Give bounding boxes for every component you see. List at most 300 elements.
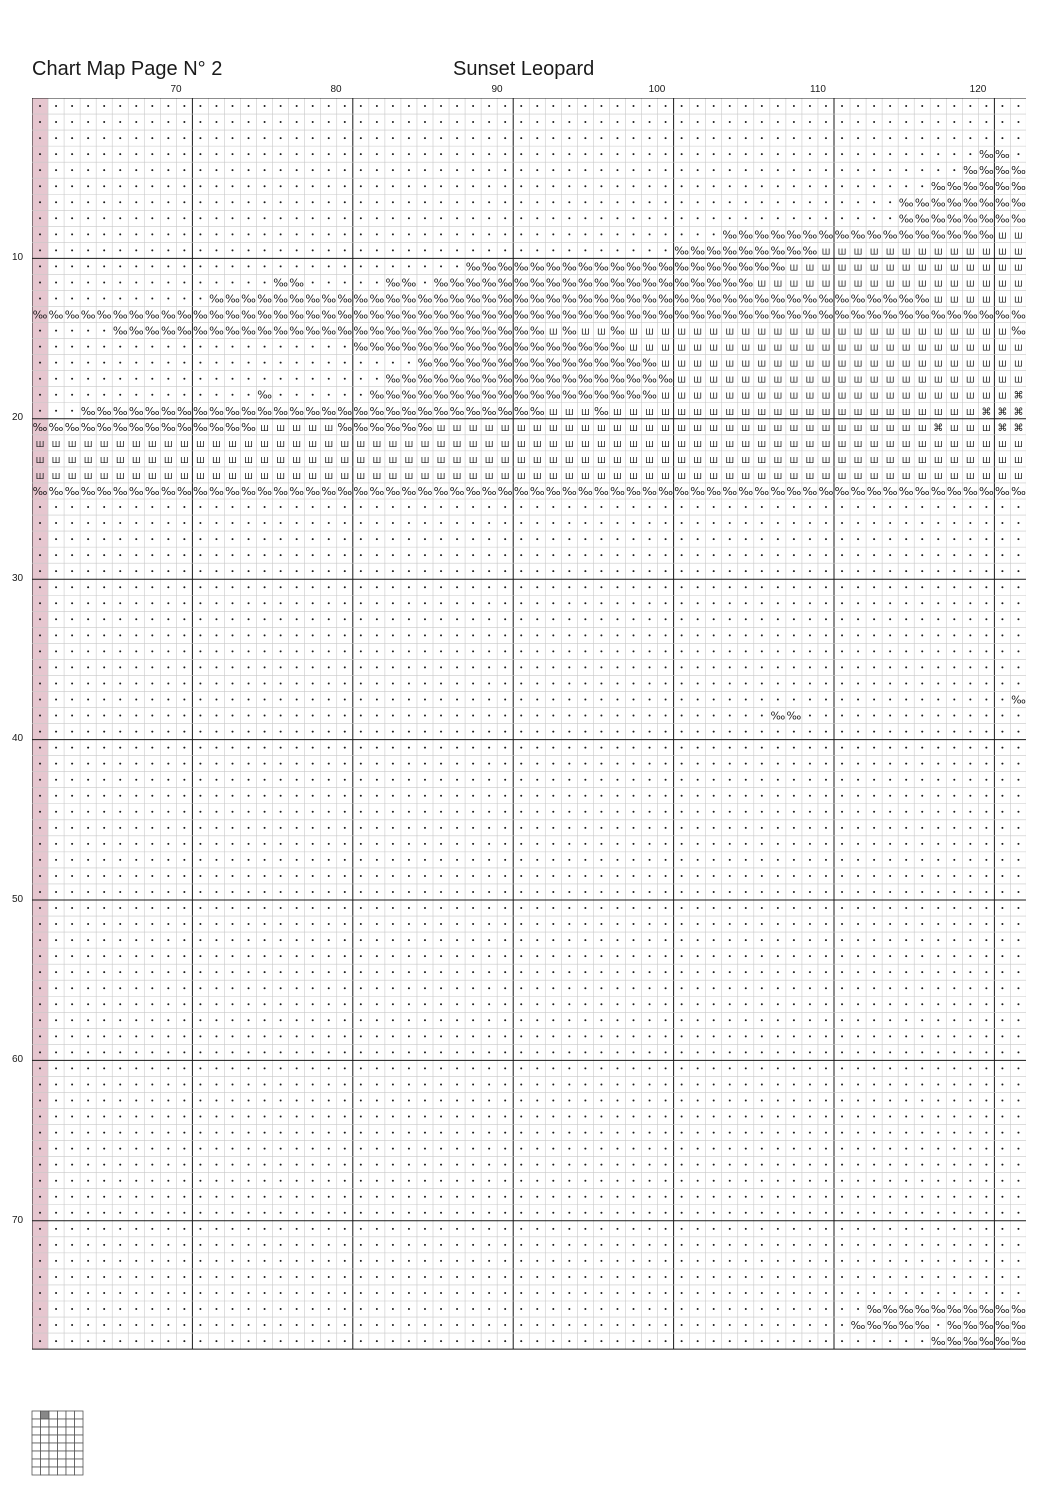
stitch-dot (616, 506, 618, 508)
stitch-dot (809, 1244, 811, 1246)
stitch-dot (440, 1196, 442, 1198)
stitch-dot (360, 554, 362, 556)
stitch-dot (344, 570, 346, 572)
stitch-dot (103, 394, 105, 396)
stitch-dot (568, 1116, 570, 1118)
stitch-dot (729, 779, 731, 781)
stitch-dot (296, 538, 298, 540)
stitch-dot (889, 1228, 891, 1230)
stitch-bars: Ш (757, 439, 767, 449)
stitch-permille: ‰ (658, 260, 673, 274)
stitch-dot (440, 939, 442, 941)
stitch-dot (264, 1148, 266, 1150)
stitch-dot (809, 795, 811, 797)
stitch-dot (584, 153, 586, 155)
stitch-dot (889, 923, 891, 925)
stitch-dot (793, 1340, 795, 1342)
stitch-dot (889, 1116, 891, 1118)
stitch-dot (119, 522, 121, 524)
stitch-bars: Ш (933, 279, 943, 289)
stitch-dot (809, 715, 811, 717)
stitch-dot (392, 1180, 394, 1182)
stitch-dot (937, 795, 939, 797)
stitch-dot (889, 939, 891, 941)
stitch-dot (1017, 137, 1019, 139)
stitch-dot (344, 1196, 346, 1198)
stitch-dot (568, 554, 570, 556)
stitch-bars: Ш (869, 359, 879, 369)
stitch-dot (825, 217, 827, 219)
stitch-dot (953, 137, 955, 139)
stitch-dot (985, 699, 987, 701)
stitch-dot (937, 955, 939, 957)
stitch-dot (681, 843, 683, 845)
stitch-dot (312, 121, 314, 123)
stitch-dot (536, 747, 538, 749)
stitch-dot (264, 891, 266, 893)
stitch-dot (215, 715, 217, 717)
stitch-dot (969, 731, 971, 733)
stitch-bars: Ш (597, 471, 606, 481)
stitch-dot (232, 763, 234, 765)
stitch-dot (568, 1340, 570, 1342)
stitch-dot (729, 1132, 731, 1134)
stitch-dot (584, 185, 586, 187)
stitch-dot (312, 185, 314, 187)
stitch-dot (119, 1308, 121, 1310)
stitch-permille: ‰ (481, 340, 497, 354)
stitch-dot (328, 1067, 330, 1069)
stitch-dot (39, 1260, 41, 1262)
stitch-dot (616, 1228, 618, 1230)
stitch-dot (472, 1276, 474, 1278)
stitch-permille: ‰ (786, 308, 802, 322)
stitch-bars: Ш (516, 455, 526, 465)
stitch-dot (472, 1340, 474, 1342)
stitch-dot (649, 1132, 651, 1134)
stitch-dot (504, 843, 506, 845)
stitch-dot (344, 265, 346, 267)
stitch-dot (135, 121, 137, 123)
stitch-dot (328, 1324, 330, 1326)
stitch-dot (600, 217, 602, 219)
stitch-dot (264, 763, 266, 765)
stitch-dot (681, 1003, 683, 1005)
stitch-dot (841, 570, 843, 572)
stitch-dot (1001, 699, 1003, 701)
stitch-dot (440, 682, 442, 684)
stitch-dot (199, 699, 201, 701)
stitch-dot (456, 779, 458, 781)
stitch-dot (183, 586, 185, 588)
stitch-permille: ‰ (930, 196, 946, 210)
stitch-dot (408, 265, 410, 267)
stitch-dot (600, 1083, 602, 1085)
stitch-dot (1001, 843, 1003, 845)
stitch-dot (584, 1244, 586, 1246)
stitch-permille: ‰ (449, 356, 465, 370)
stitch-bars: Ш (131, 439, 141, 449)
stitch-dot (793, 506, 795, 508)
stitch-command: ⌘ (997, 422, 1008, 434)
stitch-dot (841, 1083, 843, 1085)
stitch-dot (761, 506, 763, 508)
stitch-dot (55, 634, 57, 636)
stitch-dot (440, 955, 442, 957)
stitch-dot (39, 971, 41, 973)
stitch-dot (969, 779, 971, 781)
stitch-dot (905, 859, 907, 861)
stitch-bars: Ш (532, 423, 542, 433)
stitch-dot (264, 1324, 266, 1326)
stitch-dot (135, 217, 137, 219)
stitch-dot (312, 634, 314, 636)
stitch-dot (745, 923, 747, 925)
stitch-dot (568, 233, 570, 235)
stitch-dot (408, 153, 410, 155)
stitch-dot (889, 843, 891, 845)
stitch-dot (857, 650, 859, 652)
stitch-dot (312, 265, 314, 267)
stitch-dot (199, 378, 201, 380)
stitch-dot (312, 1148, 314, 1150)
stitch-dot (344, 506, 346, 508)
stitch-bars: Ш (885, 439, 895, 449)
stitch-dot (183, 923, 185, 925)
stitch-dot (905, 169, 907, 171)
stitch-dot (344, 137, 346, 139)
stitch-dot (568, 1051, 570, 1053)
stitch-dot (536, 1132, 538, 1134)
stitch-bars: Ш (950, 423, 959, 433)
stitch-dot (697, 731, 699, 733)
stitch-dot (969, 715, 971, 717)
stitch-dot (55, 618, 57, 620)
stitch-dot (151, 1228, 153, 1230)
stitch-dot (103, 1260, 105, 1262)
stitch-dot (1001, 1196, 1003, 1198)
stitch-permille: ‰ (529, 356, 545, 370)
stitch-dot (825, 169, 827, 171)
stitch-dot (119, 1051, 121, 1053)
stitch-dot (889, 763, 891, 765)
stitch-permille: ‰ (144, 484, 160, 498)
stitch-dot (552, 811, 554, 813)
stitch-permille: ‰ (962, 180, 978, 194)
stitch-dot (55, 1276, 57, 1278)
stitch-dot (600, 201, 602, 203)
stitch-dot (55, 522, 57, 524)
stitch-dot (665, 217, 667, 219)
stitch-dot (504, 699, 506, 701)
stitch-dot (264, 233, 266, 235)
stitch-permille: ‰ (465, 404, 481, 418)
stitch-dot (729, 1260, 731, 1262)
stitch-dot (183, 1003, 185, 1005)
stitch-dot (232, 843, 234, 845)
stitch-dot (392, 923, 394, 925)
stitch-dot (248, 602, 250, 604)
stitch-bars: Ш (950, 327, 959, 337)
stitch-dot (312, 811, 314, 813)
stitch-dot (761, 554, 763, 556)
stitch-dot (167, 1019, 169, 1021)
stitch-dot (600, 747, 602, 749)
stitch-dot (280, 1164, 282, 1166)
stitch-dot (248, 554, 250, 556)
stitch-dot (328, 763, 330, 765)
stitch-dot (135, 506, 137, 508)
stitch-dot (873, 859, 875, 861)
stitch-dot (392, 699, 394, 701)
stitch-dot (520, 1083, 522, 1085)
stitch-permille: ‰ (353, 292, 369, 306)
stitch-dot (135, 522, 137, 524)
stitch-dot (135, 1035, 137, 1037)
stitch-dot (616, 233, 618, 235)
stitch-dot (167, 715, 169, 717)
stitch-dot (408, 506, 410, 508)
stitch-dot (921, 538, 923, 540)
stitch-dot (520, 987, 522, 989)
stitch-dot (71, 891, 73, 893)
stitch-dot (456, 1067, 458, 1069)
stitch-dot (969, 1164, 971, 1166)
stitch-dot (248, 362, 250, 364)
stitch-permille: ‰ (401, 404, 417, 418)
stitch-dot (649, 522, 651, 524)
stitch-dot (633, 859, 635, 861)
stitch-dot (793, 699, 795, 701)
stitch-permille: ‰ (946, 180, 962, 194)
stitch-dot (600, 1180, 602, 1182)
stitch-bars: Ш (292, 439, 301, 449)
stitch-dot (280, 859, 282, 861)
stitch-dot (87, 602, 89, 604)
stitch-dot (857, 1019, 859, 1021)
stitch-dot (440, 811, 442, 813)
stitch-dot (87, 506, 89, 508)
stitch-permille: ‰ (353, 420, 369, 434)
stitch-dot (536, 779, 538, 781)
stitch-bars: Ш (549, 455, 558, 465)
stitch-dot (1017, 859, 1019, 861)
stitch-dot (520, 682, 522, 684)
stitch-dot (873, 570, 875, 572)
stitch-bars: Ш (196, 471, 205, 481)
stitch-dot (215, 1308, 217, 1310)
stitch-dot (697, 1228, 699, 1230)
stitch-dot (87, 362, 89, 364)
stitch-permille: ‰ (962, 484, 978, 498)
stitch-dot (376, 987, 378, 989)
stitch-dot (584, 217, 586, 219)
stitch-permille: ‰ (481, 308, 497, 322)
stitch-dot (215, 1276, 217, 1278)
stitch-dot (729, 121, 731, 123)
stitch-dot (488, 971, 490, 973)
stitch-dot (199, 763, 201, 765)
stitch-bars: Ш (853, 359, 863, 369)
stitch-dot (921, 1019, 923, 1021)
stitch-dot (1001, 987, 1003, 989)
stitch-dot (504, 137, 506, 139)
stitch-dot (312, 394, 314, 396)
stitch-bars: Ш (99, 471, 109, 481)
stitch-dot (344, 362, 346, 364)
stitch-dot (408, 843, 410, 845)
stitch-permille: ‰ (128, 420, 144, 434)
stitch-dot (392, 1035, 394, 1037)
stitch-dot (392, 1308, 394, 1310)
stitch-dot (520, 522, 522, 524)
stitch-dot (665, 1148, 667, 1150)
stitch-permille: ‰ (209, 308, 224, 322)
stitch-dot (905, 618, 907, 620)
stitch-dot (488, 618, 490, 620)
stitch-dot (552, 249, 554, 251)
row-number-60: 60 (12, 1054, 24, 1065)
stitch-dot (905, 971, 907, 973)
stitch-dot (232, 1100, 234, 1102)
stitch-dot (841, 618, 843, 620)
stitch-dot (713, 715, 715, 717)
stitch-dot (328, 265, 330, 267)
stitch-dot (969, 1051, 971, 1053)
stitch-dot (39, 538, 41, 540)
stitch-dot (825, 153, 827, 155)
stitch-permille: ‰ (690, 260, 706, 274)
stitch-dot (825, 682, 827, 684)
stitch-dot (39, 891, 41, 893)
stitch-bars: Ш (901, 279, 911, 289)
stitch-dot (248, 875, 250, 877)
stitch-dot (488, 1324, 490, 1326)
stitch-dot (344, 682, 346, 684)
stitch-dot (857, 939, 859, 941)
stitch-dot (793, 169, 795, 171)
stitch-dot (392, 731, 394, 733)
stitch-dot (1001, 955, 1003, 957)
stitch-permille: ‰ (257, 484, 272, 498)
stitch-dot (536, 618, 538, 620)
stitch-dot (39, 1019, 41, 1021)
stitch-dot (456, 1308, 458, 1310)
stitch-dot (616, 1212, 618, 1214)
stitch-dot (264, 249, 266, 251)
stitch-permille: ‰ (160, 404, 176, 418)
stitch-dot (488, 731, 490, 733)
stitch-dot (488, 1019, 490, 1021)
stitch-bars: Ш (581, 471, 590, 481)
stitch-dot (536, 201, 538, 203)
stitch-dot (167, 554, 169, 556)
stitch-dot (232, 682, 234, 684)
stitch-dot (344, 666, 346, 668)
stitch-dot (296, 105, 298, 107)
stitch-dot (408, 907, 410, 909)
stitch-dot (584, 650, 586, 652)
stitch-dot (264, 1164, 266, 1166)
stitch-dot (713, 1340, 715, 1342)
stitch-dot (729, 747, 731, 749)
stitch-dot (264, 1051, 266, 1053)
stitch-dot (232, 795, 234, 797)
stitch-dot (39, 666, 41, 668)
stitch-permille: ‰ (497, 388, 513, 402)
stitch-dot (937, 570, 939, 572)
stitch-dot (873, 650, 875, 652)
stitch-dot (71, 570, 73, 572)
stitch-dot (825, 1292, 827, 1294)
stitch-dot (825, 1003, 827, 1005)
stitch-dot (889, 747, 891, 749)
stitch-dot (119, 201, 121, 203)
stitch-dot (1001, 1228, 1003, 1230)
stitch-dot (264, 1067, 266, 1069)
stitch-dot (985, 1100, 987, 1102)
stitch-dot (119, 1324, 121, 1326)
stitch-bars: Ш (998, 343, 1007, 353)
stitch-dot (809, 859, 811, 861)
stitch-dot (39, 554, 41, 556)
stitch-dot (552, 522, 554, 524)
stitch-permille: ‰ (658, 372, 673, 386)
stitch-dot (825, 1308, 827, 1310)
stitch-dot (921, 1164, 923, 1166)
stitch-dot (504, 1116, 506, 1118)
stitch-dot (167, 971, 169, 973)
stitch-bars: Ш (773, 471, 783, 481)
stitch-dot (600, 1244, 602, 1246)
stitch-dot (280, 522, 282, 524)
stitch-dot (616, 650, 618, 652)
stitch-dot (296, 1164, 298, 1166)
stitch-dot (264, 955, 266, 957)
stitch-dot (456, 1196, 458, 1198)
stitch-dot (135, 1276, 137, 1278)
stitch-dot (103, 955, 105, 957)
stitch-dot (215, 763, 217, 765)
stitch-dot (376, 731, 378, 733)
stitch-dot (857, 1100, 859, 1102)
stitch-dot (841, 169, 843, 171)
stitch-dot (937, 1100, 939, 1102)
stitch-dot (841, 715, 843, 717)
stitch-dot (376, 699, 378, 701)
stitch-dot (729, 1212, 731, 1214)
stitch-dot (793, 907, 795, 909)
stitch-dot (280, 827, 282, 829)
stitch-dot (248, 1292, 250, 1294)
stitch-dot (472, 1308, 474, 1310)
stitch-dot (360, 1228, 362, 1230)
stitch-bars: Ш (115, 439, 125, 449)
stitch-permille: ‰ (48, 484, 64, 498)
stitch-dot (985, 1003, 987, 1005)
stitch-dot (87, 346, 89, 348)
stitch-dot (985, 1083, 987, 1085)
stitch-dot (600, 1212, 602, 1214)
stitch-dot (825, 747, 827, 749)
stitch-dot (793, 811, 795, 813)
stitch-dot (183, 891, 185, 893)
stitch-bars: Ш (805, 423, 815, 433)
stitch-dot (103, 795, 105, 797)
stitch-dot (504, 923, 506, 925)
stitch-dot (969, 650, 971, 652)
stitch-dot (825, 1260, 827, 1262)
